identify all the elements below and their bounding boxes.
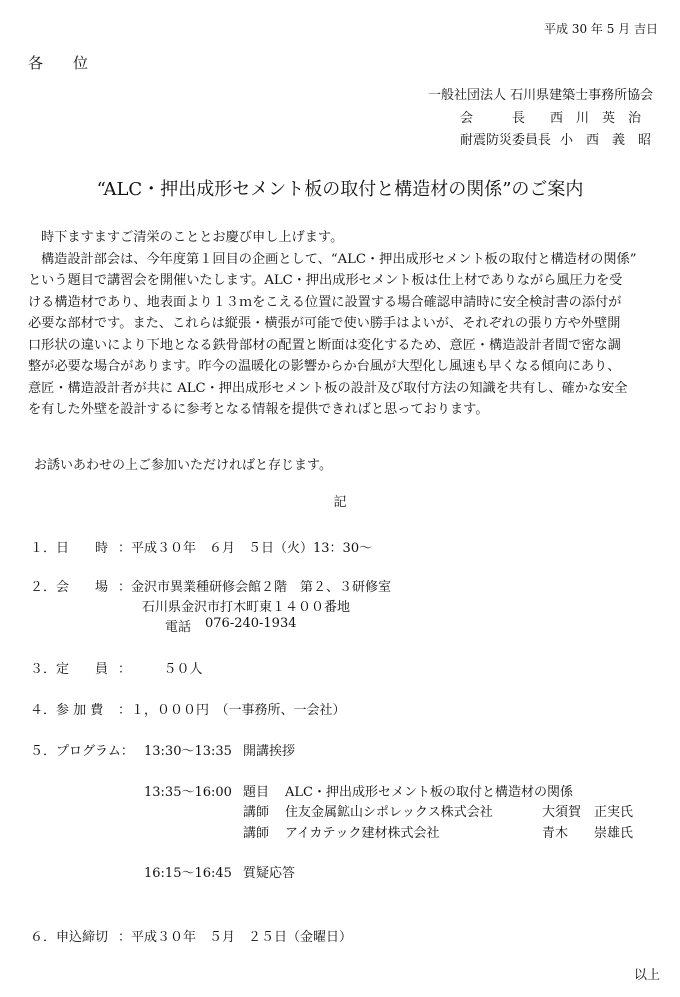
lecturer-company: 住友金属鉱山シポレックス株式会社 [285, 805, 493, 820]
program-topic: ALC・押出成形セメント板の取付と構造材の関係 [285, 785, 573, 800]
item-deadline-label: ６．申込締切 [30, 930, 109, 945]
intro-line: を有した外壁を設計するに参考となる情報を提供できればと思っております。 [28, 402, 489, 417]
item-venue-label: ２．会 場 [30, 580, 109, 595]
item-program-label: ５．プログラム： [30, 744, 134, 759]
item-venue-phone: 076-240-1934 [205, 616, 297, 631]
document-date: 平成 30 年 5 月 吉日 [544, 22, 658, 36]
item-venue-value: ：金沢市異業種研修会館２階 第２、３研修室 [118, 580, 392, 595]
intro-line: ける構造材であり、地表面より１３ｍをこえる位置に設置する場合確認申請時に安全検討書の添付が [28, 294, 622, 310]
item-venue-phone-label: 電話 [165, 620, 192, 635]
intro-line: 時下ますますご清栄のこととお慶び申し上げます。 [41, 230, 344, 245]
item-fee-label: ４．参 加 費 [30, 703, 104, 718]
intro-paragraph [28, 227, 668, 421]
program-opening-time: 13:30～13:35 [144, 744, 232, 759]
intro-line: 口形状の違いにより下地となる鉄骨部材の配置と断面は変化するため、意匠・構造設計者間で密な調 [28, 337, 621, 353]
closing-mark: 以上 [633, 968, 660, 983]
intro-line: 意匠・構造設計者が共に ALC・押出成形セメント板の設計及び取付方法の知識を共有し、確かな安全 [28, 380, 628, 396]
item-fee-value: ：１，０００円 （一事務所、一会社） [118, 703, 346, 718]
item-deadline-value: ：平成３０年 ５月 ２５日（金曜日） [118, 930, 353, 945]
program-lecture-time: 13:35～16:00 [144, 785, 232, 800]
intro-line: 整が必要な場合があります。昨今の温暖化の影響からか台風が大型化し風速も早くなる傾向にあり、 [28, 359, 621, 374]
item-venue-address: 石川県金沢市打木町東１４００番地 [142, 600, 351, 615]
intro-line: 必要な部材です。また、これらは縦張・横張が可能で使い勝手はよいが、それぞれの張り方や外壁開 [28, 316, 621, 331]
program-opening: 開講挨拶 [243, 744, 296, 759]
program-topic-label: 題目 [243, 785, 270, 800]
addressee: 各 位 [28, 54, 89, 72]
lecturer-name: 青木 崇雄氏 [542, 826, 634, 841]
lecturer-name: 大須賀 正実氏 [542, 805, 634, 820]
program-qa-time: 16:15～16:45 [144, 866, 232, 881]
sender-committee-role: 耐震防災委員長 [460, 133, 552, 148]
ki-heading: 記 [333, 495, 347, 510]
intro-line: という題目で講習会を開催いたします。ALC・押出成形セメント板は仕上材でありながら風圧力を受 [28, 273, 623, 288]
item-date-label: １．日 時 [30, 541, 109, 556]
item-capacity-label: ３．定 員 [30, 662, 109, 677]
invitation-text: お誘いあわせの上ご参加いただければと存じます。 [34, 458, 332, 473]
intro-line: 構造設計部会は、今年度第１回目の企画として、“ALC・押出成形セメント板の取付と構造材の関係” [41, 251, 637, 267]
document-title: “ALC・押出成形セメント板の取付と構造材の関係”のご案内 [96, 179, 584, 200]
sender-president-role: 会 長 [460, 111, 526, 126]
item-capacity-value: ： ５０人 [118, 662, 203, 677]
program-qa: 質疑応答 [243, 866, 296, 881]
sender-president-name: 西 川 英 治 [550, 111, 642, 126]
sender-organization: 一般社団法人 石川県建築士事務所協会 [428, 88, 654, 103]
lecturer-company: アイカテック建材株式会社 [285, 826, 440, 841]
lecturer-label: 講師 [243, 826, 270, 841]
sender-committee-name: 小 西 義 昭 [560, 133, 652, 148]
lecturer-label: 講師 [243, 805, 270, 820]
item-date-value: ：平成３０年 ６月 ５日（火）13：30～ [118, 541, 373, 556]
